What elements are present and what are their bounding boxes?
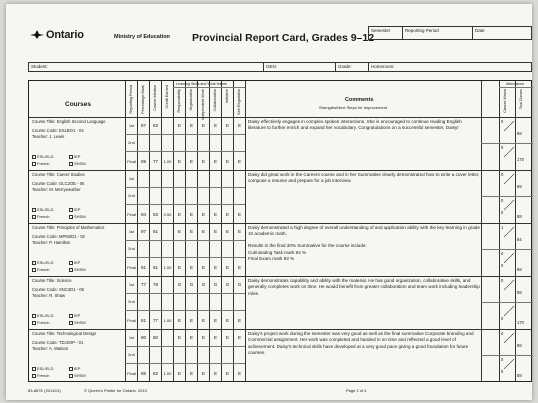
- attendance-value: 88: [517, 373, 522, 378]
- learning-skill-mark: E: [177, 335, 182, 340]
- comments-subheader: Strengths/Next Steps for Improvement: [319, 105, 388, 110]
- grade-label: Grade:: [336, 63, 369, 71]
- course-median: 78: [152, 282, 159, 287]
- reporting-period: 1st: [128, 335, 135, 340]
- learning-skills-header: Learning Skills and Work Habits: [176, 82, 227, 86]
- comments-header: Comments: [345, 97, 374, 103]
- learning-skill-mark: E: [213, 265, 218, 270]
- slash-mark-icon: [503, 121, 515, 131]
- learning-skill-mark: G: [225, 282, 230, 287]
- student-info-row: [28, 62, 532, 72]
- col-total-classes: Total Classes: [519, 89, 523, 110]
- trillium-icon: [30, 30, 44, 39]
- attendance-value: 0: [501, 357, 504, 362]
- reporting-period: Final: [127, 265, 136, 270]
- col-initiative: Initiative: [225, 89, 229, 103]
- oen-label: OEN:: [264, 63, 336, 71]
- course-title: Science: [56, 278, 72, 283]
- course-code-line: Course Code: SNC2D1 - 06: [32, 287, 84, 292]
- learning-skill-mark: E: [225, 123, 230, 128]
- learning-skill-mark: E: [177, 229, 182, 234]
- teacher-name: R. Shaw: [49, 293, 66, 298]
- semester-label: Semester: [369, 27, 403, 39]
- course-code: GLC2OE - 06: [59, 181, 85, 186]
- courses-table: [28, 80, 532, 382]
- copyright: © Queen's Printer for Ontario, 2010: [84, 388, 147, 393]
- learning-skill-mark: E: [189, 318, 194, 323]
- course-median: 83: [152, 212, 159, 217]
- attendance-value: 88: [517, 343, 522, 348]
- course-comment-line: Culminating Task mark 94 %: [248, 250, 307, 255]
- course-median: 81: [152, 229, 159, 234]
- learning-skill-mark: E: [225, 159, 230, 164]
- percentage-mark: 80: [140, 335, 147, 340]
- learning-skill-mark: E: [237, 335, 242, 340]
- course-comment: Daisy did great work in the Careers course and in her Summative clearly demonstrated how to write a cover letter, compose a resume and prepare for a job interview.: [248, 172, 480, 184]
- learning-skill-mark: E: [189, 371, 194, 376]
- ontario-logo: [30, 29, 84, 41]
- teacher-name: A. Watson: [49, 346, 69, 351]
- attendance-value: 170: [517, 320, 524, 325]
- slash-mark-icon: [503, 227, 515, 237]
- learning-skill-mark: E: [201, 159, 206, 164]
- learning-skill-mark: E: [213, 212, 218, 217]
- percentage-mark: 85: [140, 371, 147, 376]
- ministry-name: Ministry of Education: [114, 34, 170, 40]
- shsm-checkbox[interactable]: SHSM: [69, 373, 86, 378]
- reporting-period: 2nd: [128, 193, 135, 198]
- french-checkbox[interactable]: French: [32, 214, 49, 219]
- course-code-line: Course Code: ESLBO1 - 04: [32, 128, 84, 133]
- learning-skill-mark: E: [225, 265, 230, 270]
- iep-checkbox[interactable]: IEP: [69, 313, 80, 318]
- iep-checkbox[interactable]: IEP: [69, 154, 80, 159]
- learning-skill-mark: E: [177, 371, 182, 376]
- learning-skill-mark: E: [213, 159, 218, 164]
- course-title: English Second Language: [56, 119, 106, 124]
- shsm-checkbox[interactable]: SHSM: [69, 161, 86, 166]
- attendance-value: 0: [501, 119, 504, 124]
- homeroom-label: Homeroom:: [371, 64, 395, 69]
- course-code: ESLBO1 - 04: [59, 128, 84, 133]
- col-independent-work: Independent Work: [201, 89, 205, 120]
- learning-skill-mark: E: [201, 212, 206, 217]
- slash-mark-icon: [503, 306, 515, 316]
- attendance-value: 0: [501, 145, 504, 150]
- report-header: [6, 4, 532, 54]
- teacher-name: J. Lewis: [49, 134, 65, 139]
- attendance-value: 170: [517, 157, 524, 162]
- learning-skill-mark: E: [201, 371, 206, 376]
- attendance-value: 0: [501, 278, 504, 283]
- slash-mark-icon: [503, 280, 515, 290]
- attendance-value: 0: [501, 251, 504, 256]
- learning-skill-mark: E: [201, 265, 206, 270]
- credit-earned: 1.00: [163, 371, 172, 376]
- course-title: Technological Design: [56, 331, 97, 336]
- course-title: Principles of Mathematics: [56, 225, 105, 230]
- teacher-name: M. Merryweather: [49, 187, 81, 192]
- french-checkbox[interactable]: French: [32, 320, 49, 325]
- learning-skill-mark: E: [237, 229, 242, 234]
- percentage-mark: 87: [140, 123, 147, 128]
- col-responsibility: Responsibility: [177, 89, 181, 113]
- learning-skill-mark: E: [237, 123, 242, 128]
- attendance-value: 0: [501, 172, 504, 177]
- learning-skill-mark: E: [177, 123, 182, 128]
- teacher-line: Teacher: P. Hamilton: [32, 240, 71, 245]
- learning-skill-mark: E: [177, 265, 182, 270]
- course-median: 77: [152, 159, 159, 164]
- reporting-period: 2nd: [128, 352, 135, 357]
- french-checkbox[interactable]: French: [32, 267, 49, 272]
- courses-header: Courses: [65, 101, 92, 108]
- course-title: Career Studies: [56, 172, 85, 177]
- date-label: Date: [475, 28, 485, 33]
- credit-earned: 1.00: [163, 265, 172, 270]
- percentage-mark: 91: [140, 265, 147, 270]
- course-comment: Daisy demonstrates capability and ability with the material. He has good organization, collaborative skills, and generally completes work on time. He would benefit from greater collaboration and team work including leadership roles.: [248, 278, 480, 296]
- course-comment: Daisy effectively engages in complex spoken interactions. She is encouraged to continue reading English literature to further enrich and expand her vocabulary. Congratulations on a successful semester, Daisy!: [248, 119, 462, 131]
- learning-skill-mark: E: [225, 229, 230, 234]
- attendance-value: 84: [517, 237, 522, 242]
- reporting-period: Final: [127, 371, 136, 376]
- learning-skill-mark: E: [225, 335, 230, 340]
- course-title-line: Course Title: Career Studies: [32, 172, 85, 177]
- attendance-value: 0: [501, 210, 504, 215]
- form-number: 83-887E (2011/01): [28, 388, 62, 393]
- reporting-period: 2nd: [128, 299, 135, 304]
- learning-skill-mark: E: [237, 159, 242, 164]
- course-code: TDJ2OP - 01: [58, 340, 84, 345]
- slash-mark-icon: [503, 333, 515, 343]
- reporting-period: Final: [127, 159, 136, 164]
- attendance-value: 88: [517, 214, 522, 219]
- attendance-header: Attendance: [506, 82, 525, 86]
- course-code-line: Course Code: TDJ2OP - 01: [32, 340, 84, 345]
- percentage-mark: 94: [140, 212, 147, 217]
- slash-mark-icon: [503, 174, 515, 184]
- credit-earned: 1.00: [163, 159, 172, 164]
- course-median: 80: [152, 335, 159, 340]
- course-median: 83: [152, 123, 159, 128]
- col-reporting-period: Reporting Period: [129, 85, 133, 114]
- teacher-line: Teacher: M. Merryweather: [32, 187, 81, 192]
- learning-skill-mark: G: [189, 282, 194, 287]
- course-title-line: Course Title: English Second Language: [32, 119, 106, 124]
- attendance-value: 88: [517, 267, 522, 272]
- learning-skill-mark: E: [189, 229, 194, 234]
- col-self-regulation: Self-Regulation: [237, 89, 241, 115]
- report-card-sheet: [6, 4, 532, 400]
- reporting-period: 1st: [128, 176, 135, 181]
- iep-checkbox[interactable]: IEP: [69, 260, 80, 265]
- course-comment-line: Results in the final 30% Summative for the course include:: [248, 243, 367, 248]
- course-comment-line: Daisy demonstrated a high degree of overall understanding of and application ability with the key learning in grade 10 academic math.: [248, 225, 480, 237]
- reporting-period: 1st: [128, 282, 135, 287]
- learning-skill-mark: E: [237, 318, 242, 323]
- learning-skill-mark: E: [189, 265, 194, 270]
- teacher-line: Teacher: R. Shaw: [32, 293, 66, 298]
- attendance-value: 0: [501, 263, 504, 268]
- course-title-line: Course Title: Science: [32, 278, 72, 283]
- reporting-period: Final: [127, 318, 136, 323]
- logo-text: Ontario: [46, 29, 84, 41]
- shsm-checkbox[interactable]: SHSM: [69, 320, 86, 325]
- page-title: Provincial Report Card, Grades 9–12: [192, 32, 375, 44]
- course-code: MPM2D1 - 02: [59, 234, 85, 239]
- course-code-line: Course Code: GLC2OE - 06: [32, 181, 85, 186]
- semester-fields: [368, 26, 532, 40]
- reporting-period-label: Reporting Period: [403, 27, 473, 39]
- course-median: 82: [152, 371, 159, 376]
- page-number: Page 2 of 4: [346, 388, 367, 393]
- slash-mark-icon: [503, 147, 515, 157]
- learning-skill-mark: E: [225, 212, 230, 217]
- esl-checkbox[interactable]: ESL/ELD: [32, 313, 53, 318]
- learning-skill-mark: E: [213, 318, 218, 323]
- percentage-mark: 89: [140, 159, 147, 164]
- learning-skill-mark: G: [237, 282, 242, 287]
- col-percentage-mark: Percentage Mark: [141, 85, 145, 114]
- esl-checkbox[interactable]: ESL/ELD: [32, 154, 53, 159]
- learning-skill-mark: E: [213, 335, 218, 340]
- course-median: 77: [152, 318, 159, 323]
- attendance-value: 1: [501, 225, 504, 230]
- reporting-period: 1st: [128, 229, 135, 234]
- learning-skill-mark: E: [189, 159, 194, 164]
- col-collaboration: Collaboration: [213, 89, 217, 112]
- slash-mark-icon: [503, 253, 515, 263]
- course-median: 81: [152, 265, 159, 270]
- iep-checkbox[interactable]: IEP: [69, 207, 80, 212]
- learning-skill-mark: E: [213, 229, 218, 234]
- learning-skill-mark: E: [213, 371, 218, 376]
- learning-skill-mark: E: [201, 335, 206, 340]
- reporting-period: Final: [127, 212, 136, 217]
- learning-skill-mark: E: [201, 229, 206, 234]
- learning-skill-mark: E: [189, 123, 194, 128]
- french-checkbox[interactable]: French: [32, 161, 49, 166]
- slash-mark-icon: [503, 359, 515, 369]
- shsm-checkbox[interactable]: SHSM: [69, 214, 86, 219]
- teacher-name: P. Hamilton: [49, 240, 71, 245]
- iep-checkbox[interactable]: IEP: [69, 366, 80, 371]
- learning-skill-mark: E: [237, 212, 242, 217]
- french-checkbox[interactable]: French: [32, 373, 49, 378]
- attendance-value: 0: [501, 198, 504, 203]
- learning-skill-mark: E: [189, 335, 194, 340]
- credit-earned: 0.50: [163, 212, 172, 217]
- esl-checkbox[interactable]: ESL/ELD: [32, 260, 53, 265]
- learning-skill-mark: G: [213, 282, 218, 287]
- slash-mark-icon: [503, 200, 515, 210]
- credit-earned: 1.00: [163, 318, 172, 323]
- col-credit-earned: Credit Earned: [165, 85, 169, 109]
- shsm-checkbox[interactable]: SHSM: [69, 267, 86, 272]
- learning-skill-mark: E: [177, 212, 182, 217]
- percentage-mark: 77: [140, 282, 147, 287]
- col-classes-missed: Classes Missed: [503, 89, 507, 113]
- course-title-line: Course Title: Technological Design: [32, 331, 97, 336]
- attendance-value: 0: [501, 369, 504, 374]
- teacher-line: Teacher: J. Lewis: [32, 134, 65, 139]
- percentage-mark: 97: [140, 229, 147, 234]
- attendance-value: 88: [517, 290, 522, 295]
- learning-skill-mark: G: [201, 282, 206, 287]
- course-comment-line: Final Exam mark 93 %: [248, 256, 295, 261]
- course-code: SNC2D1 - 06: [59, 287, 84, 292]
- reporting-period: 1st: [128, 123, 135, 128]
- col-organization: Organization: [189, 89, 193, 111]
- learning-skill-mark: E: [201, 318, 206, 323]
- learning-skill-mark: E: [201, 123, 206, 128]
- learning-skill-mark: E: [213, 123, 218, 128]
- esl-checkbox[interactable]: ESL/ELD: [32, 366, 53, 371]
- student-label: Student:: [29, 63, 264, 71]
- attendance-value: 88: [517, 131, 522, 136]
- learning-skill-mark: E: [237, 265, 242, 270]
- course-code-line: Course Code: MPM2D1 - 02: [32, 234, 85, 239]
- attendance-value: 88: [517, 184, 522, 189]
- percentage-mark: 81: [140, 318, 147, 323]
- learning-skill-mark: E: [189, 212, 194, 217]
- learning-skill-mark: E: [177, 318, 182, 323]
- learning-skill-mark: E: [225, 318, 230, 323]
- learning-skill-mark: E: [237, 371, 242, 376]
- course-title-line: Course Title: Principles of Mathematics: [32, 225, 105, 230]
- attendance-value: 0: [501, 316, 504, 321]
- course-comment: Daisy's project work during the semester was very good as well as the final summative Corporate branding and Commercial assignment. Her work was completed and handed in on time and reflected a good level of achievement. Daisy's technical skills have developed at a very good pace giving a good foundation for future courses.: [248, 331, 474, 356]
- learning-skill-mark: E: [225, 371, 230, 376]
- reporting-period: 2nd: [128, 246, 135, 251]
- learning-skill-mark: G: [177, 282, 182, 287]
- col-course-median: Course Median: [153, 85, 157, 111]
- teacher-line: Teacher: A. Watson: [32, 346, 69, 351]
- esl-checkbox[interactable]: ESL/ELD: [32, 207, 53, 212]
- attendance-value: 0: [501, 331, 504, 336]
- reporting-period: 2nd: [128, 140, 135, 145]
- learning-skill-mark: E: [177, 159, 182, 164]
